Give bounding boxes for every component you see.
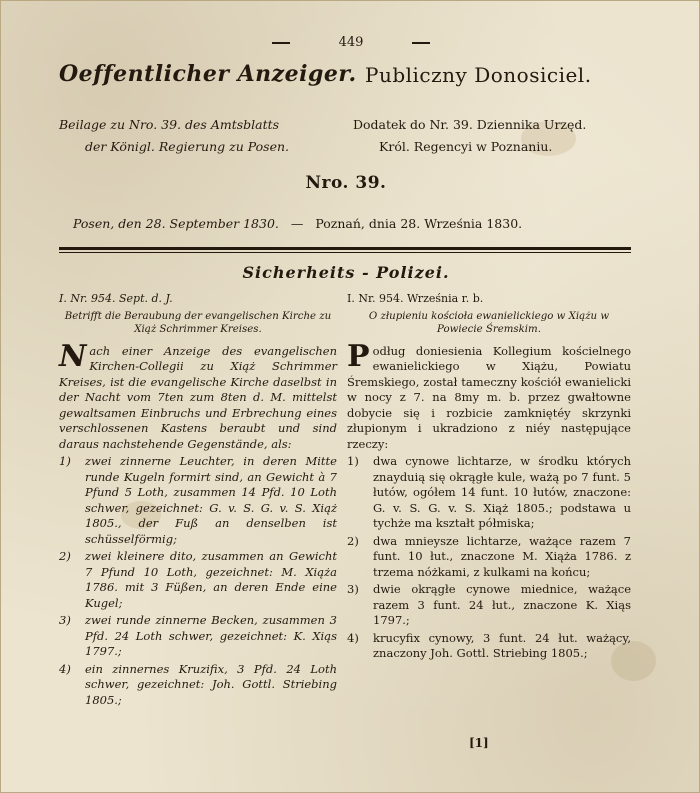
item-number: 3)	[59, 613, 71, 627]
item-number: 3)	[347, 582, 359, 596]
subtitle-polish-line2: Król. Regencyi w Poznaniu.	[379, 139, 553, 154]
list-item	[59, 549, 337, 611]
item-list-german	[59, 454, 337, 708]
drop-cap: N	[59, 338, 87, 374]
intro-german	[59, 338, 337, 453]
title-german: Oeffentlicher Anzeiger.	[59, 61, 357, 87]
list-item	[347, 454, 631, 532]
page-number-header	[1, 35, 700, 50]
date-polish: Poznań, dnia 28. Września 1830.	[315, 216, 523, 231]
reference-german: I. Nr. 954. Sept. d. J.	[59, 292, 173, 305]
subject-german: Betrifft die Beraubung der evangelischen Kirche zu Xiąż Schrimmer Kreises.	[64, 310, 332, 335]
drop-cap: P	[347, 338, 370, 374]
title-polish: Publiczny Donosiciel.	[365, 63, 592, 87]
thin-divider	[59, 252, 631, 253]
item-number: 4)	[59, 661, 71, 676]
german-column	[59, 291, 337, 708]
item-number: 1)	[347, 454, 359, 468]
item-number: 2)	[59, 549, 71, 563]
ornament-dash	[272, 42, 290, 44]
list-item	[59, 613, 337, 660]
item-text: dwa cynowe lichtarze, w środku których znayduią się okrągłe kule, ważą po 7 funt. 5 łutów, ogółem 14 funt. 10 łutów, znaczone: G. v. S. G. v. S. Xiąż 1805.; podstawa u tychże ma kształt półmiska;	[373, 454, 631, 530]
intro-text: ach einer Anzeige des evangelischen Kirchen-Collegii zu Xiąż Schrimmer Kreises, ist die evangelische Kirche daselbst in der Nacht vom 7ten zum 8ten d. M. mittelst gewaltsamen Einbruchs und Erbrechung eines verschlossenen Kastens beraubt und sind daraus nachstehende Gegenstände, als:	[59, 343, 337, 451]
item-text: zwei kleinere dito, zusammen an Gewicht 7 Pfund 10 Loth, gezeichnet: M. Xiąża 1786. mit 3 Füßen, an deren Ende eine Kugel;	[85, 549, 337, 610]
masthead	[59, 61, 634, 95]
intro-text: odług doniesienia Kollegium kościelnego ewanielickiego w Xiążu, Powiatu Śremskiego, został tameczny kościół ewanielicki w nocy z 7. na 8my m. b. przez gwałtowne dobycie się i rozbicie zamkniętéy skrzynki złupionym i ukradziono z niéy następujące rzeczy:	[347, 343, 631, 451]
section-title: Sicherheits - Polizei.	[242, 263, 450, 282]
item-number: 2)	[347, 533, 359, 548]
page-number: 449	[338, 35, 364, 50]
subtitle-german-line1: Beilage zu Nro. 39. des Amtsblatts	[59, 117, 280, 132]
polish-column	[347, 291, 631, 662]
signature-mark: [1]	[469, 736, 489, 750]
list-item	[59, 662, 337, 709]
intro-polish	[347, 338, 631, 453]
subtitle-german-line2: der Königl. Regierung zu Posen.	[85, 139, 290, 154]
list-item	[59, 454, 337, 547]
item-list-polish	[347, 454, 631, 662]
ornament-dash	[412, 42, 430, 44]
item-number: 4)	[347, 630, 359, 645]
list-item	[347, 534, 631, 581]
item-text: dwa mnieysze lichtarze, ważące razem 7 funt. 10 łut., znaczone M. Xiąża 1786. z trzema nóżkami, z kulkami na końcu;	[373, 533, 631, 579]
thick-divider	[59, 247, 631, 250]
item-number: 1)	[59, 454, 71, 468]
subject-polish: O złupieniu kościoła ewanielickiego w Xiążu w Powiecie Śremskim.	[368, 310, 610, 335]
date-german: Posen, den 28. September 1830.	[73, 216, 279, 231]
item-text: krucyfix cynowy, 3 funt. 24 łut. ważący, znaczony Joh. Gottl. Striebing 1805.;	[373, 630, 631, 660]
dateline	[73, 216, 633, 231]
item-text: ein zinnernes Kruzifix, 3 Pfd. 24 Loth schwer, gezeichnet: Joh. Gottl. Striebing 1805.;	[85, 661, 337, 707]
date-separator: —	[290, 216, 304, 231]
subtitle-polish-line1: Dodatek do Nr. 39. Dziennika Urzęd.	[353, 117, 587, 132]
list-item	[347, 582, 631, 629]
reference-polish: I. Nr. 954. Września r. b.	[347, 292, 484, 305]
item-text: zwei zinnerne Leuchter, in deren Mitte runde Kugeln formirt sind, an Gewicht à 7 Pfund 5 Loth, zusammen 14 Pfd. 10 Loth schwer, gezeichnet: G. v. S. G. v. S. Xiąż 1805., der Fuß an denselben ist schüsselförmig;	[85, 454, 337, 546]
item-text: dwie okrągłe cynowe miednice, ważące razem 3 funt. 24 łut., znaczone K. Xiąs 1797.;	[373, 582, 631, 627]
issue-number: Nro. 39.	[305, 173, 387, 193]
item-text: zwei runde zinnerne Becken, zusammen 3 Pfd. 24 Loth schwer, gezeichnet: K. Xiąs 1797.;	[85, 613, 337, 658]
list-item	[347, 631, 631, 662]
